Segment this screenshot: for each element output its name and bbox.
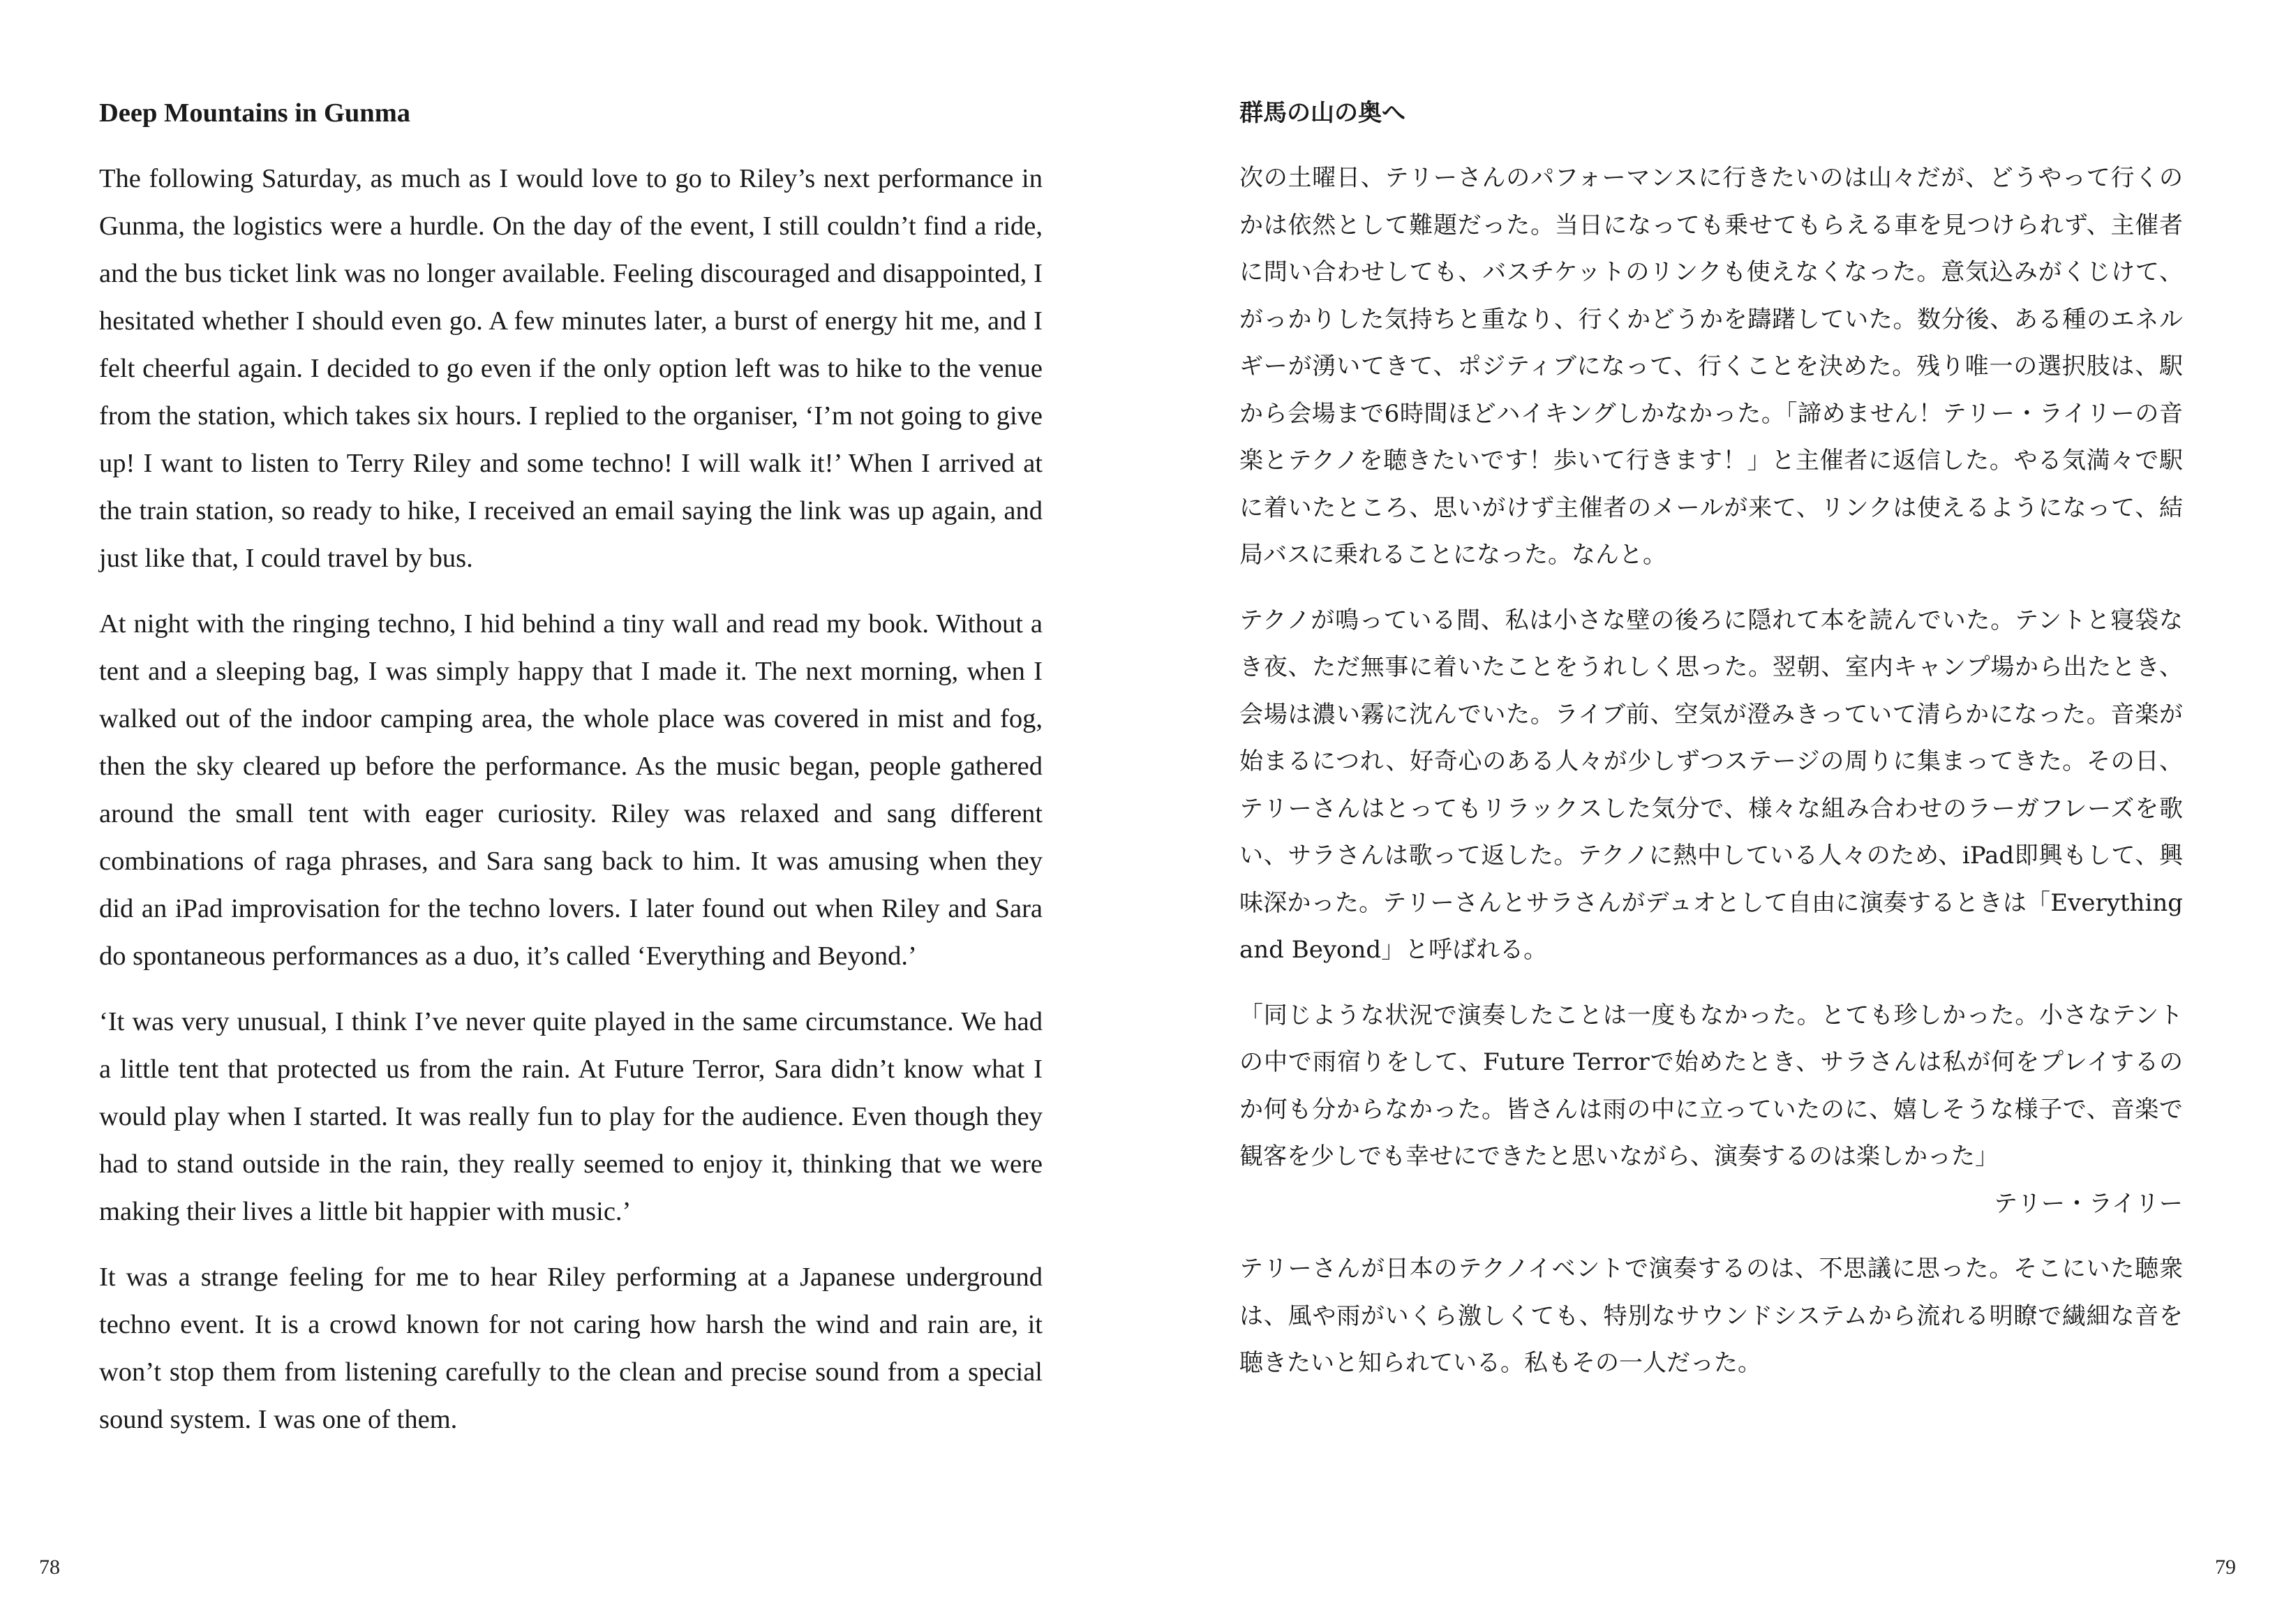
japanese-quote-paragraph: 「同じような状況で演奏したことは一度もなかった。とても珍しかった。小さなテントの中で雨宿りをして、Future Terrorで始めたとき、サラさんは私が何をプレイするのか何も分からなかった。皆さんは雨の中に立っていたのに、嬉しそうな様子で、音楽で観客を少しでも幸せにできたと思いながら、演奏するのは楽しかった」	[1239, 1001, 2183, 1170]
english-paragraph-1: The following Saturday, as much as I would love to go to Riley’s next performance in Gunma, the logistics were a hurdle. On the day of the event, I still couldn’t find a ride, and the bus ticket link was no longer available. Feeling discouraged and disappointed, I hesitated whether I should even go. A few minutes later, a burst of energy hit me, and I felt cheerful again. I decided to go even if the only option left was to hike to the venue from the station, which takes six hours. I replied to the organiser, ‘I’m not going to give up! I want to listen to Terry Riley and some techno! I will walk it!’ When I arrived at the train station, so ready to hike, I received an email saying the link was up again, and just like that, I could travel by bus.	[99, 164, 1043, 573]
english-paragraph-4: It was a strange feeling for me to hear Riley performing at a Japanese underground techno event. It is a crowd known for not caring how harsh the wind and rain are, it won’t stop them from listening carefully to the clean and precise sound from a special sound system. I was one of them.	[99, 1262, 1043, 1434]
left-page-number: 78	[39, 1556, 60, 1579]
english-heading: Deep Mountains in Gunma	[99, 98, 411, 128]
japanese-heading: 群馬の山の奥へ	[1239, 99, 1405, 127]
english-text-column	[99, 89, 1043, 1461]
right-page	[1138, 0, 2275, 1624]
english-paragraph-3: ‘It was very unusual, I think I’ve never quite played in the same circumstance. We had a little tent that protected us from the rain. At Future Terror, Sara didn’t know what I would play when I started. It was really fun to play for the audience. Even though they had to stand outside in the rain, they really seemed to enjoy it, thinking that we were making their lives a little bit happier with music.’	[99, 1007, 1043, 1226]
japanese-text-column	[1239, 89, 2183, 1406]
japanese-closing-paragraph: テリーさんが日本のテクノイベントで演奏するのは、不思議に思った。そこにいた聴衆は、風や雨がいくら激しくても、特別なサウンドシステムから流れる明瞭で繊細な音を聴きたいと知られている。私もその一人だった。	[1239, 1255, 2183, 1377]
quote-attribution: テリー・ライリー	[1994, 1189, 2183, 1218]
japanese-paragraph-1: 次の土曜日、テリーさんのパフォーマンスに行きたいのは山々だが、どうやって行くのかは依然として難題だった。当日になっても乗せてもらえる車を見つけられず、主催者に問い合わせしても、バスチケットのリンクも使えなくなった。意気込みがくじけて、がっかりした気持ちと重なり、行くかどうかを躊躇していた。数分後、ある種のエネルギーが湧いてきて、ポジティブになって、行くことを決めた。残り唯一の選択肢は、駅から会場まで6時間ほどハイキングしかなかった。「諦めません！テリー・ライリーの音楽とテクノを聴きたいです！歩いて行きます！」と主催者に返信した。やる気満々で駅に着いたところ、思いがけず主催者のメールが来て、リンクは使えるようになって、結局バスに乗れることになった。なんと。	[1239, 164, 2183, 569]
japanese-paragraph-2: テクノが鳴っている間、私は小さな壁の後ろに隠れて本を読んでいた。テントと寝袋なき夜、ただ無事に着いたことをうれしく思った。翌朝、室内キャンプ場から出たとき、会場は濃い霧に沈んでいた。ライブ前、空気が澄みきっていて清らかになった。音楽が始まるにつれ、好奇心のある人々が少しずつステージの周りに集まってきた。その日、テリーさんはとってもリラックスした気分で、様々な組み合わせのラーガフレーズを歌い、サラさんは歌って返した。テクノに熱中している人々のため、iPad即興もして、興味深かった。テリーさんとサラさんがデュオとして自由に演奏するときは「Everything and Beyond」と呼ばれる。	[1239, 606, 2183, 964]
english-paragraph-2: At night with the ringing techno, I hid behind a tiny wall and read my book. Without a tent and a sleeping bag, I was simply happy that I made it. The next morning, when I walked out of the indoor camping area, the whole place was covered in mist and fog, then the sky cleared up before the performance. As the music began, people gathered around the small tent with eager curiosity. Riley was relaxed and sang different combinations of raga phrases, and Sara sang back to him. It was amusing when they did an iPad improvisation for the techno lovers. I later found out when Riley and Sara do spontaneous performances as a duo, it’s called ‘Everything and Beyond.’	[99, 609, 1043, 971]
right-page-number: 79	[2215, 1556, 2236, 1579]
